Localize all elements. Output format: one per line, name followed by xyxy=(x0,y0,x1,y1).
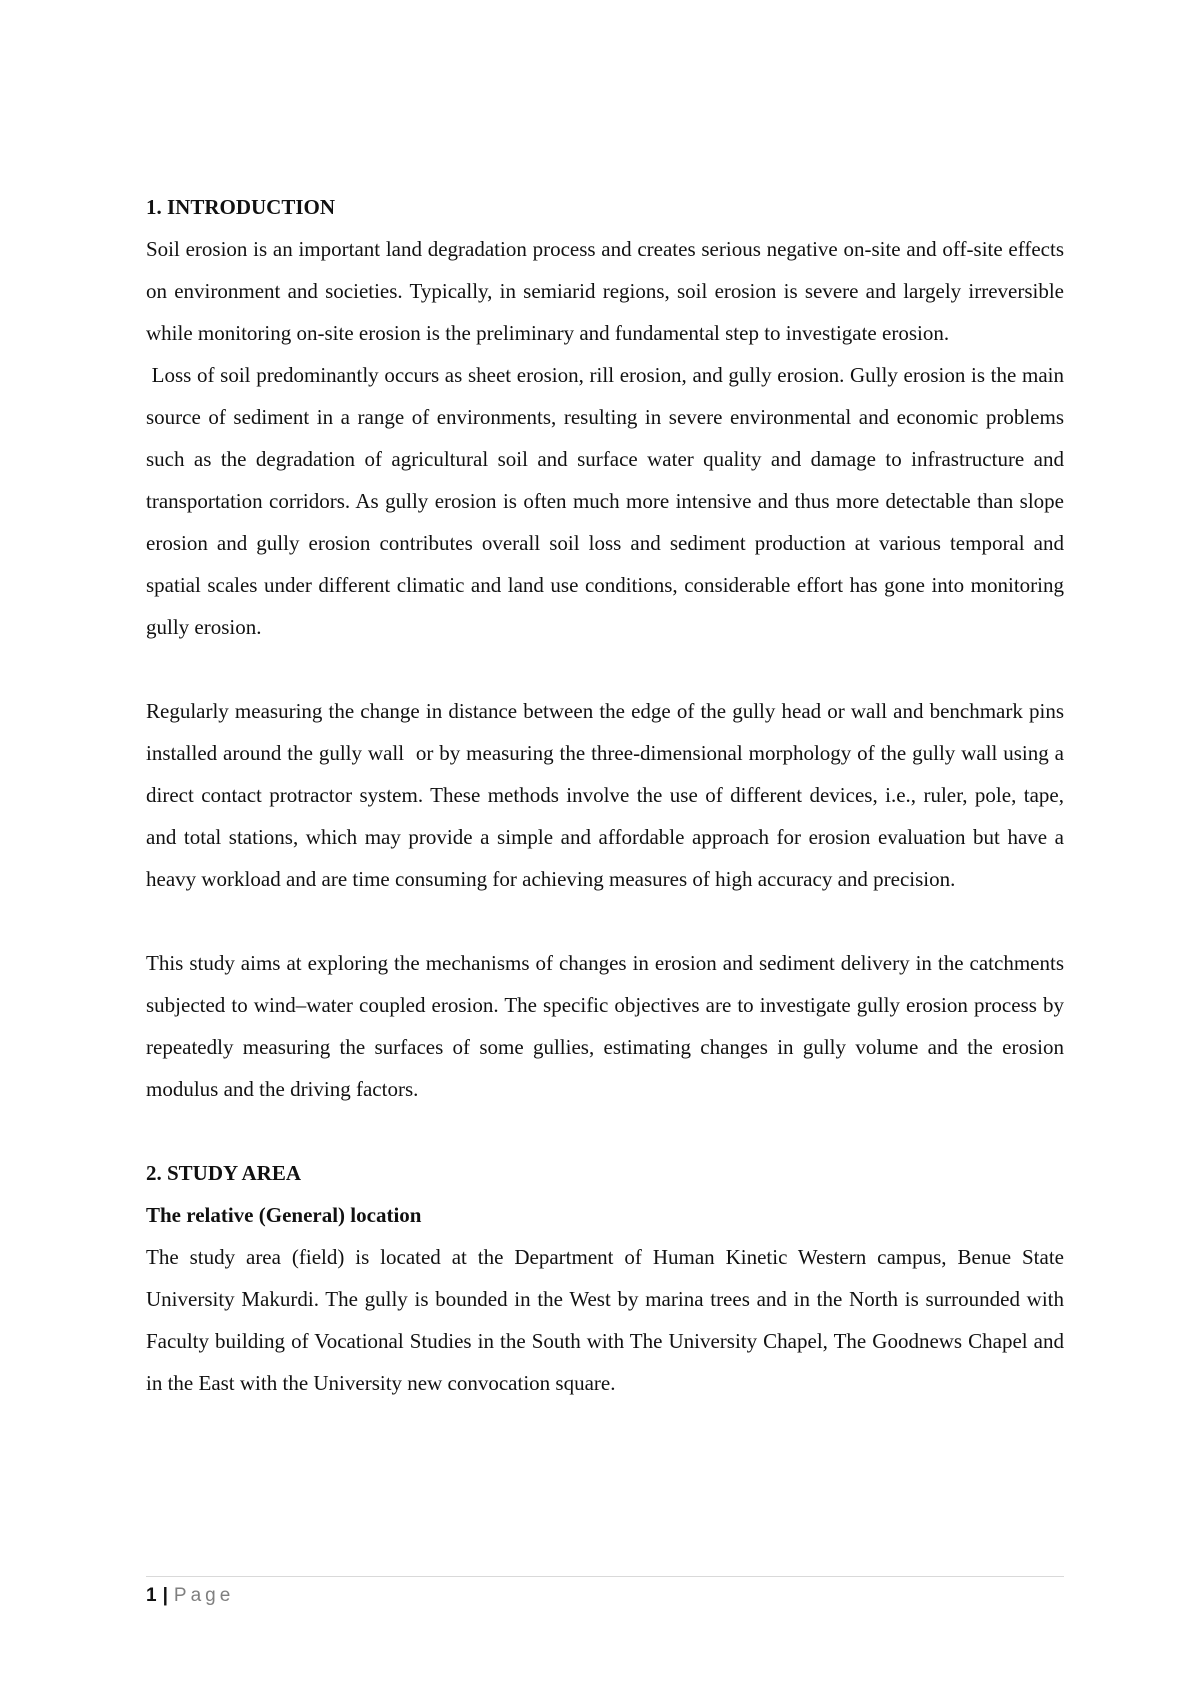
footer-separator: | xyxy=(162,1585,168,1606)
paragraph-gap xyxy=(146,1110,1064,1152)
intro-paragraph-1: Soil erosion is an important land degradation process and creates serious negative on-site and off-site effects on environment and societies. Typically, in semiarid regions, soil erosion is severe and largely irreversible while monitoring on-site erosion is the preliminary and fundamental step to investigate erosion. xyxy=(146,237,1064,345)
section-heading-study-area: 2. STUDY AREA xyxy=(146,1161,301,1185)
paragraph-gap xyxy=(146,648,1064,690)
intro-paragraph-3: Regularly measuring the change in distance between the edge of the gully head or wall and benchmark pins installed around the gully wall or by measuring the three-dimensional morphology of the gully wall using a direct contact protractor system. These methods involve the use of different devices, i.e., ruler, pole, tape, and total stations, which may provide a simple and affordable approach for erosion evaluation but have a heavy workload and are time consuming for achieving measures of high accuracy and precision. xyxy=(146,699,1070,891)
intro-paragraph-2: Loss of soil predominantly occurs as sheet erosion, rill erosion, and gully erosion. Gully erosion is the main source of sediment in a range of environments, resulting in severe environmental and economic problems such as the degradation of agricultural soil and surface water quality and damage to infrastructure and transportation corridors. As gully erosion is often much more intensive and thus more detectable than slope erosion and gully erosion contributes overall soil loss and sediment production at various temporal and spatial scales under different climatic and land use conditions, considerable effort has gone into monitoring gully erosion. xyxy=(146,363,1070,639)
paragraph-gap xyxy=(146,900,1064,942)
page-footer xyxy=(146,1576,1064,1607)
page-label: Page xyxy=(173,1585,235,1606)
intro-paragraph-4: This study aims at exploring the mechanisms of changes in erosion and sediment delivery in the catchments subjected to wind–water coupled erosion. The specific objectives are to investigate gully erosion process by repeatedly measuring the surfaces of some gullies, estimating changes in gully volume and the erosion modulus and the driving factors. xyxy=(146,951,1064,1101)
page-number: 1 xyxy=(146,1585,157,1606)
document-page xyxy=(146,186,1070,1404)
subheading-relative-location: The relative (General) location xyxy=(146,1203,422,1227)
study-area-paragraph: The study area (field) is located at the Department of Human Kinetic Western campus, Benue State University Makurdi. The gully is bounded in the West by marina trees and in the North is surrounded with Faculty building of Vocational Studies in the South with The University Chapel, The Goodnews Chapel and in the East with the University new convocation square. xyxy=(146,1245,1064,1395)
section-heading-introduction: 1. INTRODUCTION xyxy=(146,195,336,219)
